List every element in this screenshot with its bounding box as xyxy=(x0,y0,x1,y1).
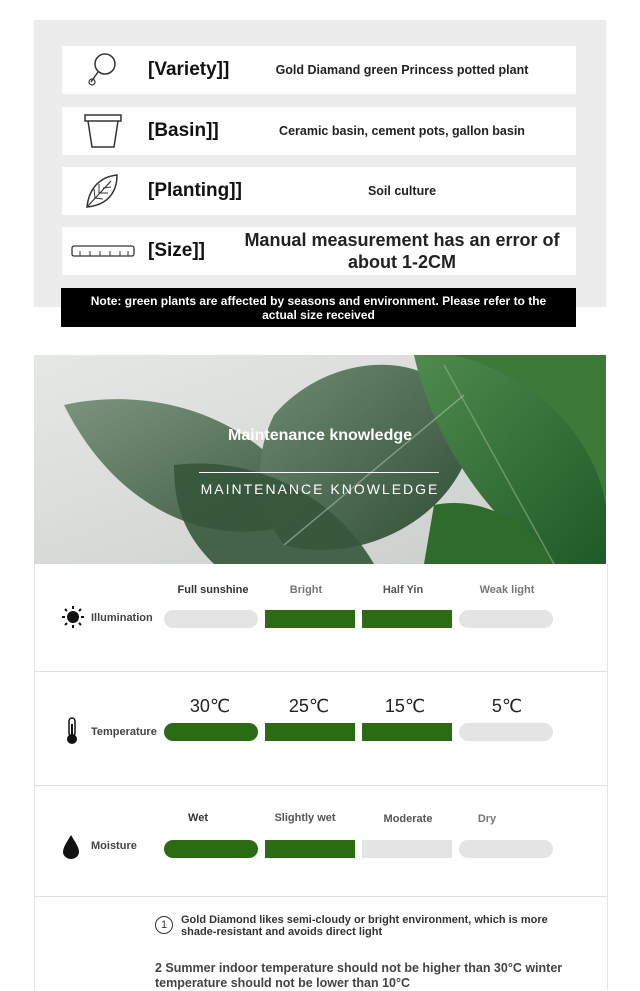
level-bar xyxy=(459,723,553,741)
level-label: Half Yin xyxy=(382,584,424,596)
spec-row-planting xyxy=(62,167,576,215)
level-bar xyxy=(459,840,553,858)
moisture-section xyxy=(35,786,607,897)
level-label: 15℃ xyxy=(384,696,426,716)
note-text: Note: green plants are affected by seasons and environment. Please refer to the actual size received xyxy=(90,293,547,322)
level-label: Bright xyxy=(289,584,323,596)
level-label: Dry xyxy=(477,813,497,825)
spec-value: Soil culture xyxy=(367,184,437,198)
spec-row-variety xyxy=(62,46,576,94)
illumination-section xyxy=(35,564,607,672)
level-label: Slightly wet xyxy=(274,812,336,824)
tip-2-text: 2 Summer indoor temperature should not be higher than 30°C winter temperature should not be lower than 10°C xyxy=(155,961,563,990)
level-bar xyxy=(265,840,355,858)
level-bar xyxy=(362,840,452,858)
row-name: Illumination xyxy=(91,612,153,624)
level-bar xyxy=(164,610,258,628)
level-label: Full sunshine xyxy=(177,584,249,596)
spec-value: Ceramic basin, cement pots, gallon basin xyxy=(279,124,525,138)
pot-icon xyxy=(68,111,138,151)
care-card xyxy=(34,564,608,990)
spec-value: Gold Diamand green Princess potted plant xyxy=(275,63,529,77)
level-bar xyxy=(164,840,258,858)
spec-label: [Planting]] xyxy=(148,180,242,201)
row-name: Temperature xyxy=(91,726,157,738)
level-bar xyxy=(459,610,553,628)
banner-title: Maintenance knowledge xyxy=(227,427,413,444)
level-bar xyxy=(362,610,452,628)
level-bar xyxy=(265,610,355,628)
level-label: 25℃ xyxy=(288,696,330,716)
level-bar xyxy=(265,723,355,741)
level-label: Weak light xyxy=(479,584,535,596)
thermometer-icon xyxy=(61,716,83,742)
note-banner xyxy=(61,288,576,327)
maintenance-banner xyxy=(34,355,606,564)
ruler-icon xyxy=(68,231,138,271)
temperature-section xyxy=(35,672,607,786)
sun-icon xyxy=(61,605,83,631)
tip-1-text: Gold Diamond likes semi-cloudy or bright environment, which is more shade-resistant and avoids direct light xyxy=(181,914,548,938)
level-label: Wet xyxy=(188,812,208,824)
leaves-illustration xyxy=(34,355,606,564)
magnifier-icon xyxy=(68,50,138,90)
spec-row-basin xyxy=(62,107,576,155)
spec-panel xyxy=(34,20,606,307)
banner-subtitle: MAINTENANCE KNOWLEDGE xyxy=(200,481,440,497)
leaf-icon xyxy=(68,171,138,211)
level-label: Moderate xyxy=(383,813,433,825)
level-bar xyxy=(164,723,258,741)
level-label: 5℃ xyxy=(491,696,523,716)
level-bar xyxy=(362,723,452,741)
banner-divider xyxy=(199,472,439,473)
tip-number-badge: 1 xyxy=(155,916,173,934)
spec-label: [Size]] xyxy=(148,240,205,261)
spec-label: [Basin]] xyxy=(148,120,219,141)
level-label: 30℃ xyxy=(189,696,231,716)
spec-row-size xyxy=(62,227,576,275)
row-name: Moisture xyxy=(91,840,137,852)
spec-label: [Variety]] xyxy=(148,59,230,80)
water-drop-icon xyxy=(61,834,83,860)
spec-value: Manual measurement has an error of about 1-2CM xyxy=(244,230,560,272)
